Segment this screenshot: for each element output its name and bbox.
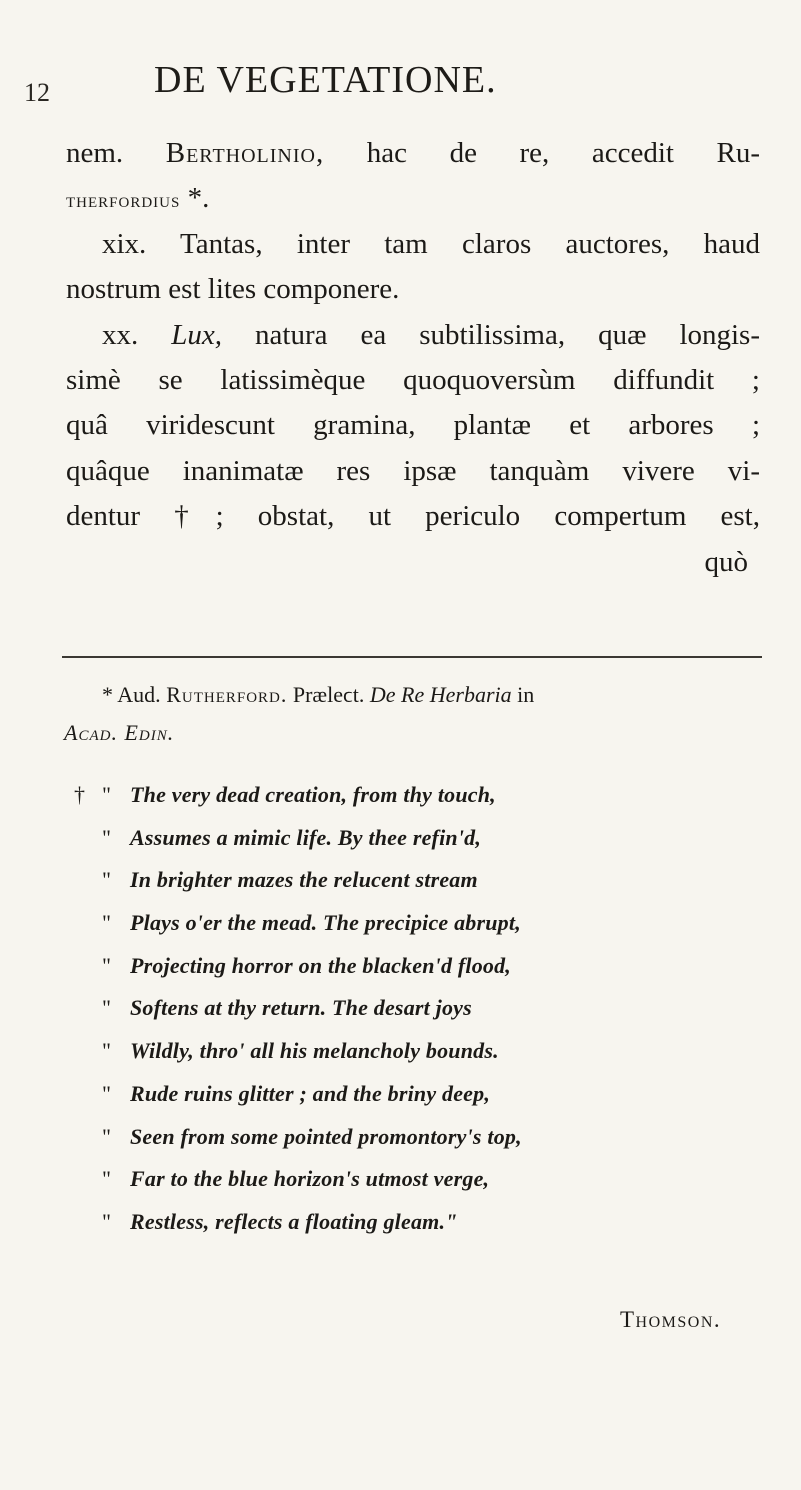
- emphasized-term: Lux,: [171, 318, 223, 351]
- quote-mark: ": [102, 1123, 111, 1149]
- verse-text: Far to the blue horizon's utmost verge,: [130, 1166, 490, 1192]
- text-line: [66, 494, 760, 539]
- text-segment: nostrum est lites componere.: [66, 273, 400, 306]
- poem-line: [74, 817, 764, 860]
- text-segment: nem.: [66, 137, 124, 169]
- poem-line: [74, 1030, 764, 1073]
- footnote-mark: †: [74, 782, 85, 807]
- quote-mark: ": [102, 910, 111, 936]
- text-line: [66, 449, 760, 494]
- poem-quotation: [64, 774, 764, 1244]
- verse-text: Projecting horror on the blacken'd flood,: [130, 952, 511, 978]
- text-line: [66, 358, 760, 403]
- page-header: [0, 58, 801, 118]
- text-line: [66, 313, 760, 358]
- poem-line: [74, 902, 764, 945]
- verse-text: Assumes a mimic life. By thee refin'd,: [130, 824, 482, 850]
- text-segment: xix. Tantas, inter tam claros auctores, haud: [102, 227, 760, 260]
- quote-mark: ": [102, 1208, 111, 1234]
- verse-text: Seen from some pointed promontory's top,: [130, 1123, 522, 1149]
- quote-mark: ": [102, 952, 111, 978]
- verse-text: Rude ruins glitter ; and the briny deep,: [130, 1080, 491, 1106]
- author-name: therfordius: [66, 187, 181, 213]
- text-segment: natura ea subtilissima, quæ longis-: [255, 318, 761, 351]
- text-segment: quâ viridescunt gramina, plantæ et arbores ;: [66, 409, 760, 442]
- text-line: [66, 131, 760, 176]
- poem-line: [74, 945, 764, 988]
- poem-line: [74, 1158, 764, 1201]
- poem-line: [74, 987, 764, 1030]
- verse-text: The very dead creation, from thy touch,: [130, 782, 496, 807]
- catchword: [66, 540, 760, 585]
- verse-text: Softens at thy return. The desart joys: [130, 995, 472, 1021]
- page-number: 12: [24, 78, 50, 107]
- footnote-line: [64, 678, 764, 712]
- text-line: [66, 403, 760, 448]
- quote-mark: ": [102, 1166, 111, 1192]
- text-line: [66, 267, 760, 312]
- footnote-line: [64, 716, 764, 750]
- footnote-divider: [62, 656, 762, 658]
- running-head: DE VEGETATIONE.: [154, 59, 497, 101]
- verse-text: Wildly, thro' all his melancholy bounds.: [130, 1038, 499, 1064]
- text-segment: Præleϲt.: [292, 682, 365, 707]
- text-segment: quâque inanimatæ res ipsæ tanquàm vivere vi-: [66, 454, 760, 487]
- text-segment: in: [517, 682, 535, 707]
- text-line: [66, 176, 760, 221]
- quote-mark: ": [102, 867, 111, 893]
- poem-line: [74, 1116, 764, 1159]
- quote-mark: ": [102, 1038, 111, 1064]
- text-line: [66, 222, 760, 267]
- quote-mark: ": [102, 782, 111, 807]
- footnote-mark: *: [102, 682, 113, 707]
- poem-author: Thomson.: [620, 1307, 722, 1332]
- text-segment: xx.: [102, 318, 139, 351]
- text-segment: dentur †; obstat, ut periculo compertum est,: [66, 500, 760, 533]
- author-name: Bertholinio,: [165, 137, 325, 169]
- author-name: Rutherford.: [166, 682, 288, 707]
- quote-mark: ": [102, 824, 111, 850]
- footnote-reference: *.: [187, 182, 210, 215]
- text-segment: hac de re, accedit Ru-: [366, 137, 761, 169]
- text-segment: simè se latissimèque quoquoversùm diffundit ;: [66, 363, 760, 396]
- poem-line: [74, 1073, 764, 1116]
- quote-mark: ": [102, 995, 111, 1021]
- poem-line: [74, 1201, 764, 1244]
- place-name: Acad. Edin.: [64, 720, 175, 745]
- work-title: De Re Herbaria: [369, 682, 512, 707]
- footnotes: [64, 676, 764, 1244]
- catchword-text: quò: [704, 545, 748, 578]
- poem-line: [74, 859, 764, 902]
- verse-text: Plays o'er the mead. The precipice abrupt,: [130, 910, 521, 936]
- main-text: [66, 131, 760, 585]
- quote-mark: ": [102, 1080, 111, 1106]
- text-segment: Aud.: [117, 682, 161, 707]
- poem-line: [74, 774, 764, 817]
- verse-text: Restless, reflects a floating gleam.": [130, 1208, 458, 1234]
- verse-text: In brighter mazes the relucent stream: [130, 867, 478, 893]
